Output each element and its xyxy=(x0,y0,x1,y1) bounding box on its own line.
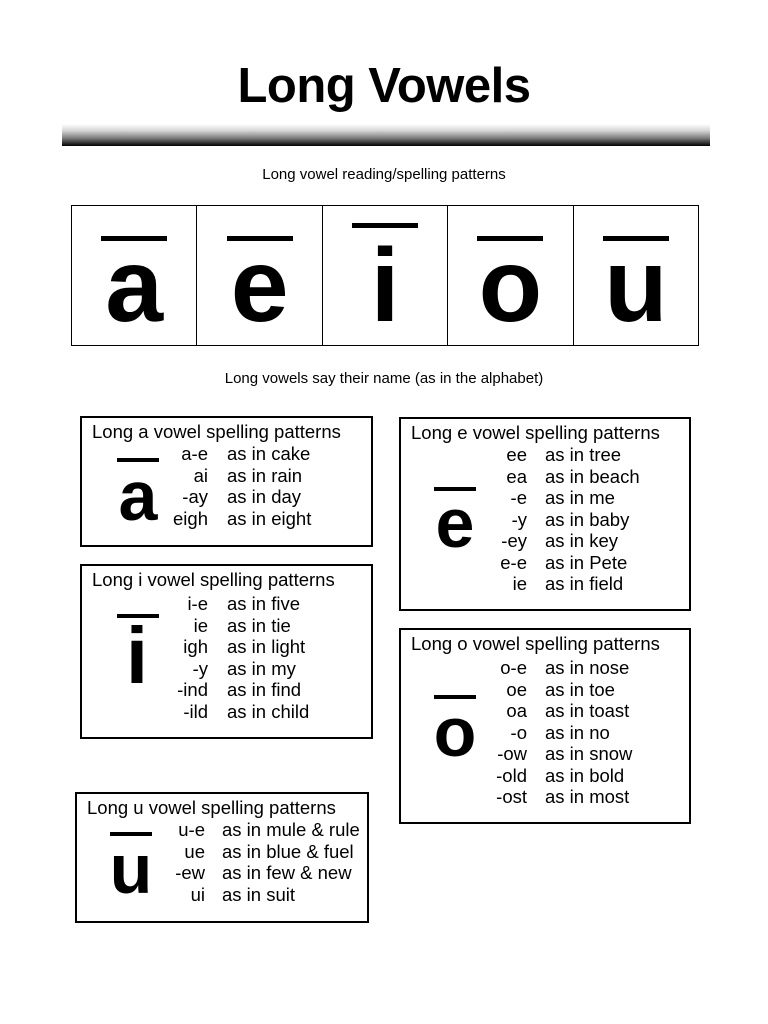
pattern-code: -y xyxy=(511,508,527,530)
pattern-code: oe xyxy=(506,678,527,700)
pattern-box-e xyxy=(399,417,691,611)
pattern-example: as in no xyxy=(545,721,610,743)
pattern-example: as in tree xyxy=(545,444,622,465)
subtitle: Long vowel reading/spelling patterns xyxy=(262,166,506,183)
pattern-box-title: Long e vowel spelling patterns xyxy=(411,422,660,443)
vowel-strip xyxy=(71,205,699,346)
pattern-box-title: Long o vowel spelling patterns xyxy=(411,633,660,654)
pattern-row xyxy=(170,507,312,530)
pattern-example: as in child xyxy=(227,700,310,722)
pattern-example: as in day xyxy=(227,486,302,507)
vowel-letter: e xyxy=(230,228,289,344)
pattern-row xyxy=(170,464,303,487)
pattern-code: o-e xyxy=(500,657,527,678)
pattern-row xyxy=(170,443,311,465)
pattern-example: as in key xyxy=(545,530,619,551)
pattern-row xyxy=(167,862,352,884)
pattern-example: as in suit xyxy=(222,883,296,905)
big-vowel-letter: u xyxy=(109,830,153,908)
pattern-list xyxy=(170,593,310,722)
pattern-code: e-e xyxy=(500,551,527,573)
pattern-row xyxy=(170,486,302,508)
pattern-example: as in few & new xyxy=(222,862,352,883)
big-vowel-letter: e xyxy=(435,484,475,562)
pattern-row xyxy=(167,883,296,906)
pattern-box-u xyxy=(75,792,369,923)
pattern-box-title: Long i vowel spelling patterns xyxy=(92,569,335,590)
pattern-code: u-e xyxy=(178,819,205,840)
vowel-cell-u xyxy=(574,206,698,345)
vowel-letter: o xyxy=(478,228,543,344)
pattern-example: as in eight xyxy=(227,507,312,529)
pattern-code: ui xyxy=(190,883,205,905)
pattern-row xyxy=(167,840,354,863)
pattern-row xyxy=(493,743,633,765)
page-title: Long Vowels xyxy=(237,59,531,113)
vowel-letter: a xyxy=(105,228,164,344)
title-divider xyxy=(62,124,710,146)
vowel-cell-o xyxy=(448,206,573,345)
pattern-example: as in beach xyxy=(545,465,640,487)
pattern-code: -ay xyxy=(182,486,208,507)
big-vowel-letter: a xyxy=(118,457,158,535)
pattern-row xyxy=(493,700,630,722)
vowel-letter: i xyxy=(370,228,400,344)
pattern-row xyxy=(170,657,296,680)
pattern-example: as in rain xyxy=(227,464,303,486)
pattern-example: as in tie xyxy=(227,614,291,636)
pattern-row xyxy=(493,465,640,488)
pattern-row xyxy=(167,819,360,841)
pattern-example: as in Pete xyxy=(545,551,628,573)
pattern-example: as in my xyxy=(227,657,296,679)
big-vowel-letter: i xyxy=(125,611,149,700)
pattern-row xyxy=(493,721,610,744)
pattern-example: as in toe xyxy=(545,678,615,700)
pattern-row xyxy=(493,530,619,552)
pattern-example: as in bold xyxy=(545,764,625,786)
pattern-code: -ind xyxy=(177,679,208,700)
pattern-code: -ew xyxy=(175,862,205,883)
pattern-example: as in mule & rule xyxy=(222,819,360,840)
vowel-letter: u xyxy=(604,228,668,344)
pattern-code: ee xyxy=(506,444,527,465)
caption: Long vowels say their name (as in the alphabet) xyxy=(224,370,544,387)
pattern-code: ie xyxy=(512,573,527,594)
pattern-code: ea xyxy=(506,465,527,487)
pattern-list xyxy=(167,819,360,905)
pattern-row xyxy=(493,487,615,509)
vowel-cell-i xyxy=(323,206,448,345)
pattern-row xyxy=(493,786,630,808)
pattern-row xyxy=(493,678,615,701)
pattern-code: i-e xyxy=(187,593,208,614)
pattern-row xyxy=(170,636,306,658)
pattern-list xyxy=(493,444,640,595)
pattern-row xyxy=(170,679,302,701)
pattern-code: -old xyxy=(496,764,527,786)
pattern-list xyxy=(170,443,312,529)
vowel-cell-e xyxy=(197,206,322,345)
pattern-example: as in snow xyxy=(545,743,633,764)
pattern-row xyxy=(493,508,630,531)
pattern-example: as in me xyxy=(545,487,615,508)
pattern-code: eigh xyxy=(173,507,208,529)
big-vowel-letter: o xyxy=(433,693,477,771)
pattern-row xyxy=(493,764,625,787)
pattern-box-title: Long u vowel spelling patterns xyxy=(87,797,336,818)
pattern-code: a-e xyxy=(181,443,208,464)
pattern-example: as in field xyxy=(545,573,624,594)
pattern-code: ue xyxy=(184,840,205,862)
pattern-code: -o xyxy=(510,721,527,743)
pattern-row xyxy=(170,593,301,615)
pattern-row xyxy=(170,700,310,723)
pattern-code: -ow xyxy=(497,743,527,764)
pattern-code: -ey xyxy=(501,530,527,551)
pattern-example: as in most xyxy=(545,786,630,807)
pattern-code: -ild xyxy=(183,700,208,722)
pattern-example: as in toast xyxy=(545,700,630,721)
pattern-example: as in baby xyxy=(545,508,630,530)
pattern-code: -y xyxy=(192,657,208,679)
pattern-example: as in light xyxy=(227,636,306,657)
pattern-example: as in nose xyxy=(545,657,630,678)
pattern-code: ai xyxy=(193,464,208,486)
pattern-box-o xyxy=(399,628,691,824)
pattern-row xyxy=(493,657,630,679)
pattern-example: as in find xyxy=(227,679,302,700)
pattern-code: -ost xyxy=(496,786,527,807)
vowel-cell-a xyxy=(72,206,197,345)
pattern-example: as in blue & fuel xyxy=(222,840,354,862)
pattern-code: ie xyxy=(193,614,208,636)
pattern-list xyxy=(493,657,633,808)
pattern-row xyxy=(493,551,628,574)
pattern-example: as in five xyxy=(227,593,301,614)
pattern-box-title: Long a vowel spelling patterns xyxy=(92,421,341,442)
pattern-row xyxy=(493,444,622,466)
pattern-code: igh xyxy=(183,636,208,657)
pattern-box-i xyxy=(80,564,373,739)
pattern-row xyxy=(170,614,291,637)
pattern-box-a xyxy=(80,416,373,547)
pattern-code: -e xyxy=(510,487,527,508)
pattern-row xyxy=(493,573,624,595)
pattern-example: as in cake xyxy=(227,443,311,464)
pattern-code: oa xyxy=(506,700,527,721)
